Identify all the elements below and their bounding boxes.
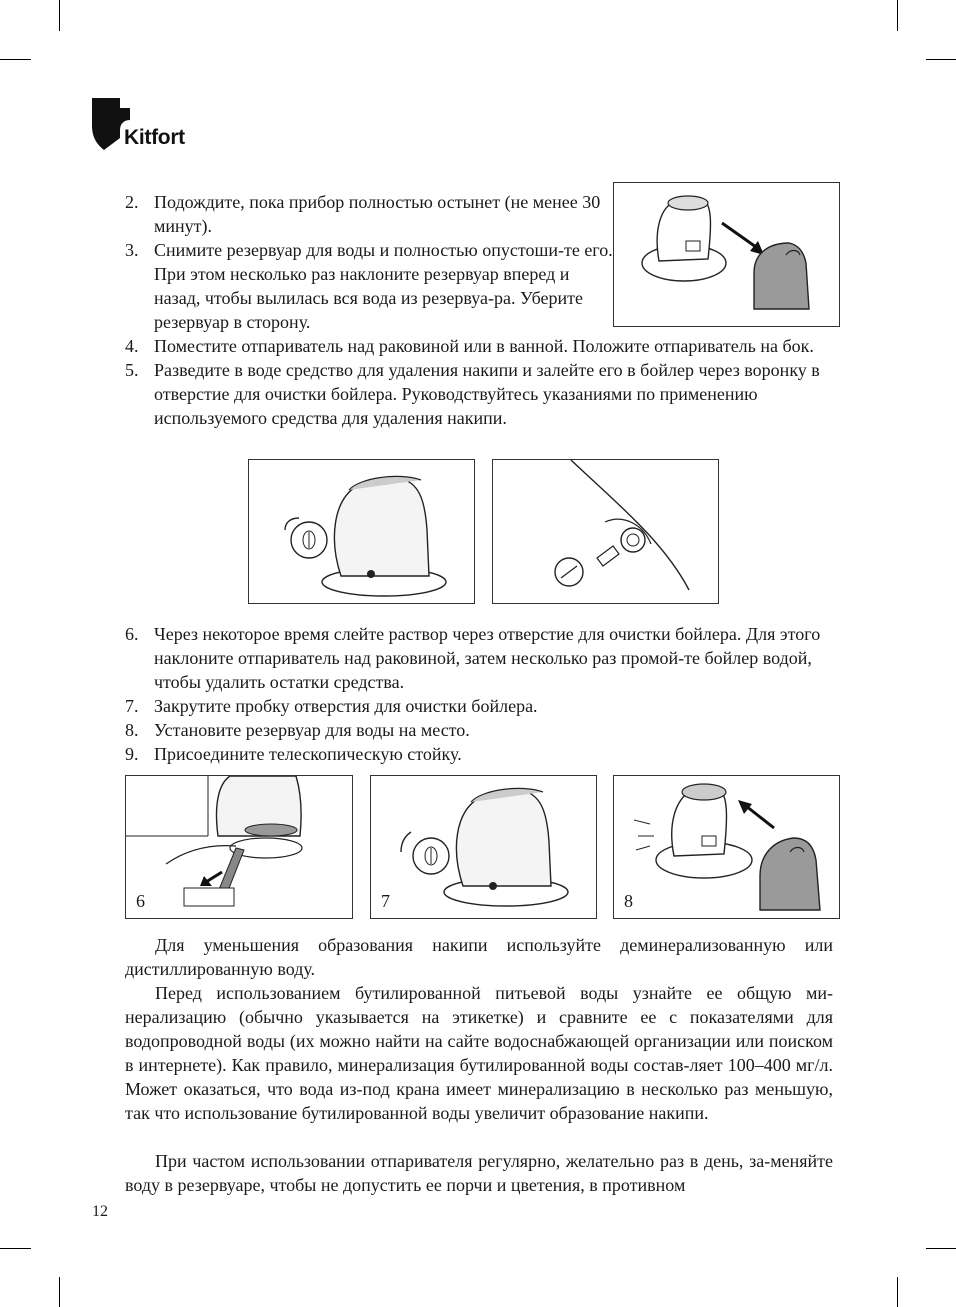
list-item-text: Закрутите пробку отверстия для очистки бойлера. xyxy=(154,696,538,716)
brand-logo xyxy=(92,98,212,158)
crop-mark xyxy=(926,1248,956,1249)
list-item-number: 3. xyxy=(125,240,139,260)
crop-mark xyxy=(0,59,31,60)
crop-mark xyxy=(926,59,956,60)
figure-label: 8 xyxy=(624,891,633,911)
paragraph-demineralized: Для уменьшения образования накипи используйте деминерализованную или дистиллированную воду. xyxy=(125,935,833,979)
instruction-list-middle xyxy=(125,622,862,766)
list-item-text: Через некоторое время слейте раствор через отверстие для очистки бойлера. Для этого наклоните отпариватель над раковиной, затем несколько раз промой-те бойлер водой, чтобы удалить остатки средства. xyxy=(154,624,821,692)
list-item xyxy=(125,238,616,334)
crop-mark xyxy=(59,0,60,31)
figure-7-cap xyxy=(370,775,597,919)
list-item-number: 8. xyxy=(125,720,139,740)
figure-boiler-cap xyxy=(248,459,475,604)
figure-label: 6 xyxy=(136,891,145,911)
crop-mark xyxy=(897,1277,898,1307)
list-item xyxy=(125,694,862,718)
list-item xyxy=(125,334,862,358)
figure-label: 7 xyxy=(381,891,390,911)
list-item xyxy=(125,358,862,430)
list-item-number: 4. xyxy=(125,336,139,356)
figure-boiler-opening xyxy=(492,459,719,604)
list-item-number: 2. xyxy=(125,192,139,212)
list-item xyxy=(125,622,862,694)
list-item-number: 6. xyxy=(125,624,139,644)
list-item xyxy=(125,718,862,742)
list-item-text: Присоедините телескопическую стойку. xyxy=(154,744,462,764)
crop-mark xyxy=(897,0,898,31)
list-item-text: Разведите в воде средство для удаления накипи и залейте его в бойлер через воронку в отверстие для очистки бойлера. Руководствуйтесь указаниями по применению используемого средства для удаления накипи. xyxy=(154,360,820,428)
list-item-number: 7. xyxy=(125,696,139,716)
paragraph-bottled-water: Перед использованием бутилированной питьевой воды узнайте ее общую ми-нерализацию (обычно указывается на этикетке) и сравните ее с показателями для водопроводной воды (их можно найти на сайте водоснабжающей организации или поиском в интернете). Как правило, минерализация бутилированной воды состав-ляет 100–400 мг/л. Может оказаться, что вода из-под крана имеет минерализацию в несколько раз меньшую, так что использование бутилированной воды увеличит образование накипи. xyxy=(125,983,833,1123)
list-item xyxy=(125,742,862,766)
list-item-text: Подождите, пока прибор полностью остынет (не менее 30 минут). xyxy=(154,192,601,236)
figure-6-drain xyxy=(125,775,353,919)
list-item-number: 9. xyxy=(125,744,139,764)
crop-mark xyxy=(0,1248,31,1249)
list-item-text: Поместите отпариватель над раковиной или в ванной. Положите отпариватель на бок. xyxy=(154,336,814,356)
paragraph-replace-water: При частом использовании отпаривателя регулярно, желательно раз в день, за-меняйте воду в резервуаре, чтобы не допустить ее порчи и цветения, в противном xyxy=(125,1151,833,1195)
list-item-text: Установите резервуар для воды на место. xyxy=(154,720,470,740)
brand-name: Kitfort xyxy=(124,126,185,149)
list-item-text: Снимите резервуар для воды и полностью опустоши-те его. При этом несколько раз наклоните резервуар вперед и назад, чтобы вылилась вся вода из резервуа-ра. Уберите резервуар в сторону. xyxy=(154,240,613,332)
page-number: 12 xyxy=(92,1203,108,1220)
crop-mark xyxy=(59,1277,60,1307)
list-item-number: 5. xyxy=(125,360,139,380)
list-item xyxy=(125,190,616,238)
figure-remove-tank xyxy=(613,182,840,327)
figure-8-tank xyxy=(613,775,840,919)
